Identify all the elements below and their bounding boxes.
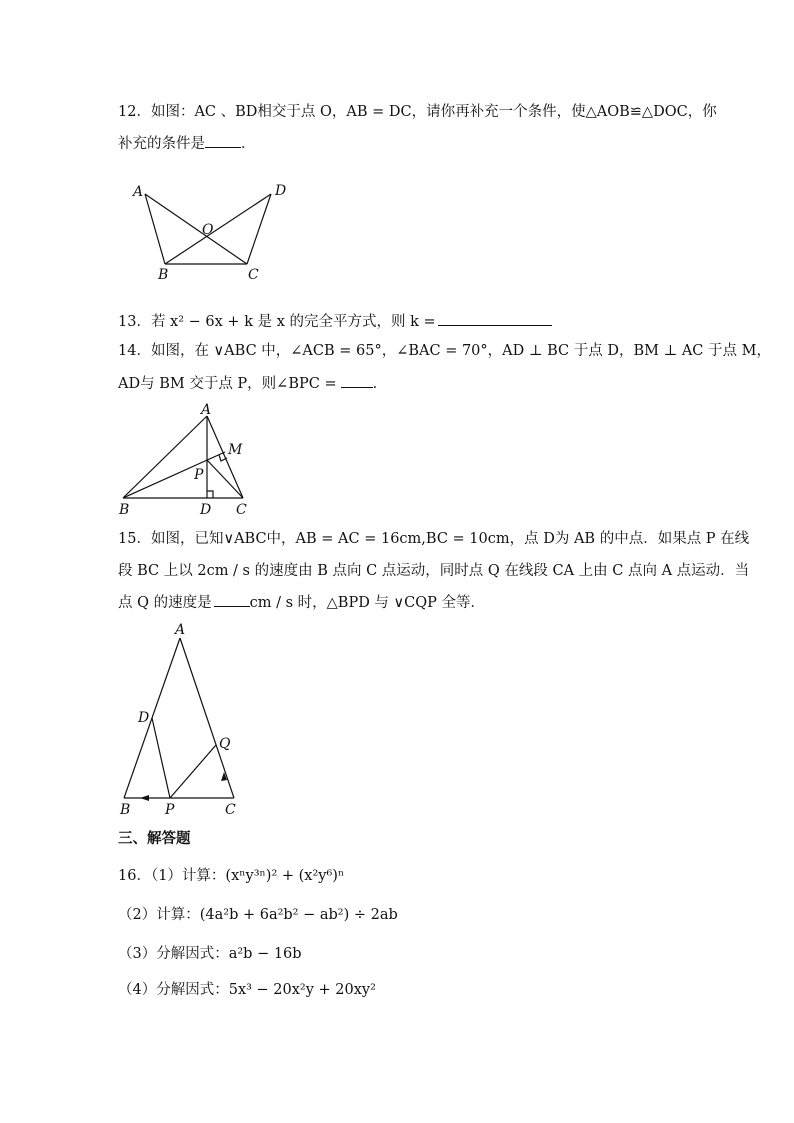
q15-figure	[112, 620, 252, 820]
q14-figure	[115, 400, 265, 520]
q12-label-A: A	[133, 184, 144, 200]
q12-segment-DB	[165, 194, 271, 264]
q15-line3-suffix: cm / s 时，△BPD 与 ∨CQP 全等．	[249, 595, 486, 611]
q15-line3-prefix: 点 Q 的速度是	[118, 595, 212, 611]
q13-line	[118, 311, 552, 332]
q15-label-Q: Q	[219, 736, 231, 752]
q15-line2: 段 BC 上以 2cm / s 的速度由 B 点向 C 点运动，同时点 Q 在线段 CA 上由 C 点向 A 点运动．当	[118, 563, 750, 579]
q14-label-P: P	[194, 467, 204, 483]
q12-label-O: O	[202, 222, 214, 238]
q14-label-C: C	[236, 502, 247, 518]
q14-right-angle-D	[207, 491, 213, 498]
q15-segment-AC	[180, 638, 234, 798]
q15-segment-PQ	[170, 745, 216, 798]
q14-label-B: B	[119, 502, 130, 518]
q12-label-B: B	[158, 267, 169, 283]
q14-label-M: M	[228, 442, 243, 458]
q12-label-C: C	[248, 267, 259, 283]
q14-line2	[118, 373, 387, 394]
q15-arrow-B-to-C	[140, 795, 149, 801]
q14-answer-blank	[341, 373, 373, 388]
q15-answer-blank	[214, 592, 250, 607]
q14-label-D: D	[200, 502, 212, 518]
q15-line3	[118, 592, 485, 613]
q12-segment-AB	[145, 194, 165, 264]
q12-figure	[125, 178, 295, 283]
q16-part1: 16．（1）计算：(xⁿy³ⁿ)² + (x²y⁶)ⁿ	[118, 868, 345, 884]
q12-answer-blank	[205, 133, 241, 148]
q12-line2	[118, 133, 256, 154]
q14-segment-PC	[207, 460, 243, 498]
q12-line2-suffix: ．	[241, 136, 256, 152]
q16-part3: （3）分解因式：a²b − 16b	[118, 946, 302, 962]
q14-line2-suffix: ．	[372, 376, 388, 392]
q13-text: 13．若 x² − 6x + k 是 x 的完全平方式，则 k =	[118, 314, 436, 330]
q12-label-D: D	[275, 183, 287, 199]
q13-answer-blank	[438, 311, 552, 326]
q12-segment-CD	[247, 194, 271, 264]
q12-line2-prefix: 补充的条件是	[118, 136, 205, 152]
q15-segment-DP	[152, 718, 170, 798]
q16-part4: （4）分解因式：5x³ − 20x²y + 20xy²	[118, 982, 376, 998]
q15-line1: 15．如图，已知∨ABC中，AB = AC = 16cm,BC = 10cm，点 D为 AB 的中点．如果点 P 在线	[118, 531, 750, 547]
q15-label-P: P	[165, 802, 175, 818]
q15-label-C: C	[225, 802, 236, 818]
q12-segment-AC	[145, 194, 247, 264]
q12-line1: 12．如图：AC 、BD相交于点 O，AB = DC，请你再补充一个条件，使△AOB≌△DOC，你	[118, 104, 717, 120]
q16-part2: （2）计算：(4a²b + 6a²b² − ab²) ÷ 2ab	[118, 907, 398, 923]
q15-label-A: A	[175, 622, 186, 638]
q15-label-D: D	[138, 710, 150, 726]
q14-label-A: A	[201, 402, 212, 418]
q14-line2-prefix: AD与 BM 交于点 P，则∠BPC =	[118, 376, 337, 392]
q14-line1: 14．如图，在 ∨ABC 中，∠ACB = 65°，∠BAC = 70°，AD ⊥ BC 于点 D，BM ⊥ AC 于点 M，	[118, 343, 771, 359]
q15-label-B: B	[120, 802, 131, 818]
section3-heading: 三、解答题	[118, 830, 191, 847]
q14-segment-AB	[123, 416, 207, 498]
